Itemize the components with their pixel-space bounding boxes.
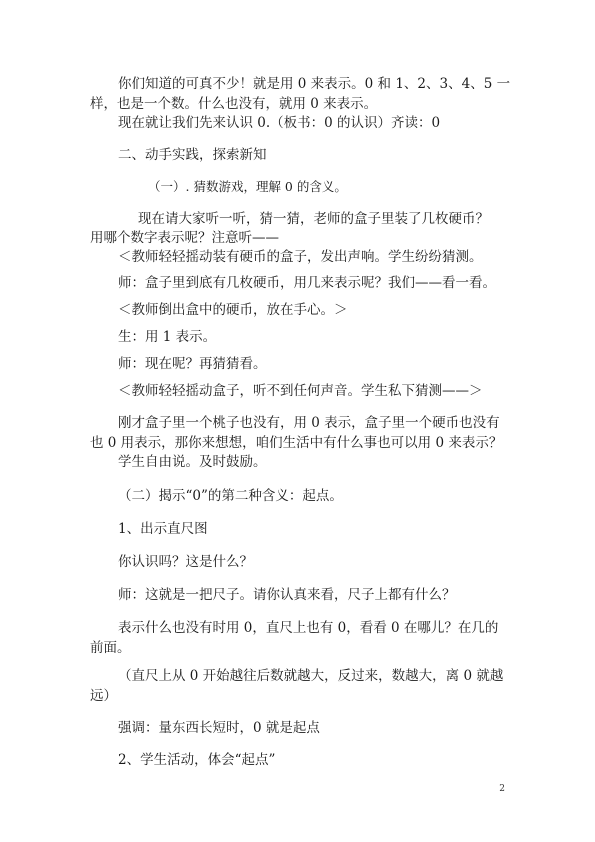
paragraph-line: ＜教师轻轻摇动装有硬币的盒子，发出声响。学生纷纷猜测。 [118, 249, 483, 265]
paragraph-line: 现在请大家听一听，猜一猜，老师的盒子里装了几枚硬币？ [138, 211, 489, 227]
subsection-heading: （一）. 猜数游戏，理解 0 的含义。 [148, 179, 347, 194]
paragraph-line: ＜教师倒出盒中的硬币，放在手心。＞ [118, 302, 348, 318]
paragraph-line: 强调：量东西长短时，0 就是起点 [118, 720, 320, 736]
page-number: 2 [499, 784, 505, 794]
paragraph-line: 师：这就是一把尺子。请你认真来看，尺子上都有什么？ [118, 587, 456, 603]
paragraph-line: 2、学生活动，体会“起点” [118, 752, 276, 768]
paragraph-line: 用哪个数字表示呢？注意听—— [90, 230, 279, 246]
paragraph-line: 师：现在呢？再猜猜看。 [118, 356, 267, 372]
paragraph-line: 你认识吗？这是什么？ [118, 554, 253, 570]
paragraph-line: 表示什么也没有时用 0，直尺上也有 0，看看 0 在哪儿？在几的 [118, 620, 499, 636]
paragraph-line: 也 0 用表示，那你来想想，咱们生活中有什么事也可以用 0 来表示？ [90, 435, 503, 451]
paragraph-line: 师：盒子里到底有几枚硬币，用几来表示呢？我们——看一看。 [118, 275, 496, 291]
paragraph-line: 样，也是一个数。什么也没有，就用 0 来表示。 [90, 96, 378, 112]
paragraph-line: 生：用 1 表示。 [118, 329, 217, 345]
paragraph-line: 你们知道的可真不少！就是用 0 来表示。0 和 1、2、3、4、5 一 [118, 76, 511, 92]
paragraph-line: 学生自由说。及时鼓励。 [118, 454, 267, 470]
paragraph-line: 现在就让我们先来认识 0.（板书：0 的认识）齐读：0 [118, 115, 441, 131]
paragraph-line: 刚才盒子里一个桃子也没有，用 0 表示，盒子里一个硬币也没有 [118, 415, 500, 431]
paragraph-line: 1、出示直尺图 [118, 521, 208, 537]
subsection-heading: （二）揭示“0”的第二种含义：起点。 [118, 488, 343, 504]
paragraph-line: ＜教师轻轻摇动盒子，听不到任何声音。学生私下猜测——＞ [118, 383, 483, 399]
paragraph-line: 前面。 [90, 640, 131, 656]
section-heading: 二、动手实践，探索新知 [118, 147, 267, 163]
paragraph-line: 远） [90, 688, 117, 704]
paragraph-line: （直尺上从 0 开始越往后数就越大，反过来，数越大，离 0 就越 [118, 668, 504, 684]
